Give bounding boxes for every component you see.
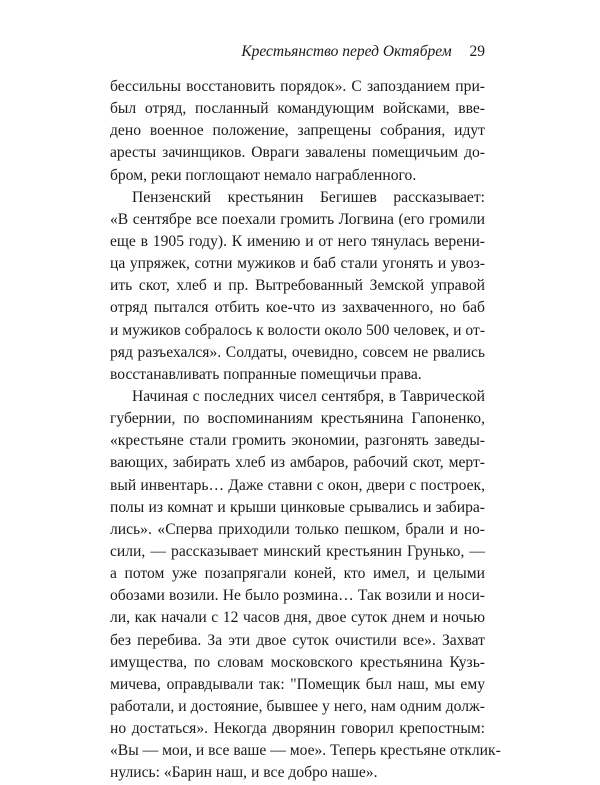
text-line: и мужиков собралось к волости около 500 человек, и от- bbox=[110, 321, 486, 339]
text-line: «В сентябре все поехали громить Логвина (его громили bbox=[110, 210, 485, 228]
text-line: еще в 1905 году). К имению и от него тянулась верени- bbox=[110, 232, 485, 250]
text-line: обозами возили. Не было розмина… Так возили и носи- bbox=[110, 587, 485, 605]
paragraph-3 bbox=[110, 386, 501, 785]
text-line: восстанавливать попранные помещичьи права. bbox=[110, 365, 422, 383]
paragraph-2 bbox=[110, 187, 485, 386]
text-line: мичева, оправдывали так: "Помещик был наш, мы ему bbox=[110, 675, 485, 693]
body-text bbox=[110, 76, 501, 785]
paragraph-1 bbox=[110, 76, 485, 187]
text-line: вающих, забирать хлеб из амбаров, рабочий скот, мерт- bbox=[110, 454, 485, 472]
text-line: ли, как начали с 12 часов дня, двое суток днем и ночью bbox=[110, 609, 485, 627]
text-line: нулись: «Барин наш, и все добро наше». bbox=[110, 764, 378, 782]
text-line: дено военное положение, запрещены собрания, идут bbox=[110, 122, 485, 140]
text-line: губернии, по воспоминаниям крестьянина Гапоненко, bbox=[110, 410, 485, 428]
text-line: вый инвентарь… Даже ставни с окон, двери с построек, bbox=[110, 476, 485, 494]
text-line: «крестьяне стали громить экономии, разгонять заведы- bbox=[110, 432, 485, 450]
text-line: бессильны восстановить порядок». С запозданием при- bbox=[110, 78, 485, 95]
text-line: «Вы — мои, и все ваше — мое». Теперь крестьяне отклик- bbox=[110, 742, 501, 760]
text-line: ряд разъехался». Солдаты, очевидно, совсем не рвались bbox=[110, 343, 485, 361]
text-line: бром, реки поглощают немало награбленного. bbox=[110, 166, 417, 184]
text-line: имущества, по словам московского крестьянина Кузь- bbox=[110, 653, 485, 671]
text-line: без перебива. За эти двое суток очистили все». Захват bbox=[110, 631, 485, 649]
running-head bbox=[110, 42, 485, 62]
text-line: аресты зачинщиков. Овраги завалены помещичьим до- bbox=[110, 144, 485, 162]
text-line: а потом уже позапрягали коней, кто имел, и целыми bbox=[110, 565, 485, 583]
text-line: Пензенский крестьянин Бегишев рассказывает: bbox=[132, 188, 485, 206]
text-line: Начиная с последних чисел сентября, в Таврической bbox=[132, 387, 485, 405]
text-line: но достаться». Некогда дворянин говорил крепостным: bbox=[110, 720, 485, 738]
running-head-title: Крестьянство перед Октябрем bbox=[241, 43, 452, 60]
text-line: ца упряжек, сотни мужиков и баб стали угонять и увоз- bbox=[110, 255, 485, 273]
text-line: полы из комнат и крыши цинковые срывались и забира- bbox=[110, 498, 485, 516]
text-line: отряд пытался отбить кое-что из захваченного, но баб bbox=[110, 299, 485, 317]
text-line: был отряд, посланный командующим войсками, вве- bbox=[110, 100, 485, 118]
text-line: ить скот, хлеб и пр. Вытребованный Земской управой bbox=[110, 277, 485, 295]
text-line: сили, — рассказывает минский крестьянин Грунько, — bbox=[110, 542, 485, 560]
text-line: лись». «Сперва приходили только пешком, брали и но- bbox=[110, 520, 485, 538]
text-line: работали, и достояние, бывшее у него, нам одним долж- bbox=[110, 697, 485, 715]
page-number: 29 bbox=[469, 43, 485, 60]
